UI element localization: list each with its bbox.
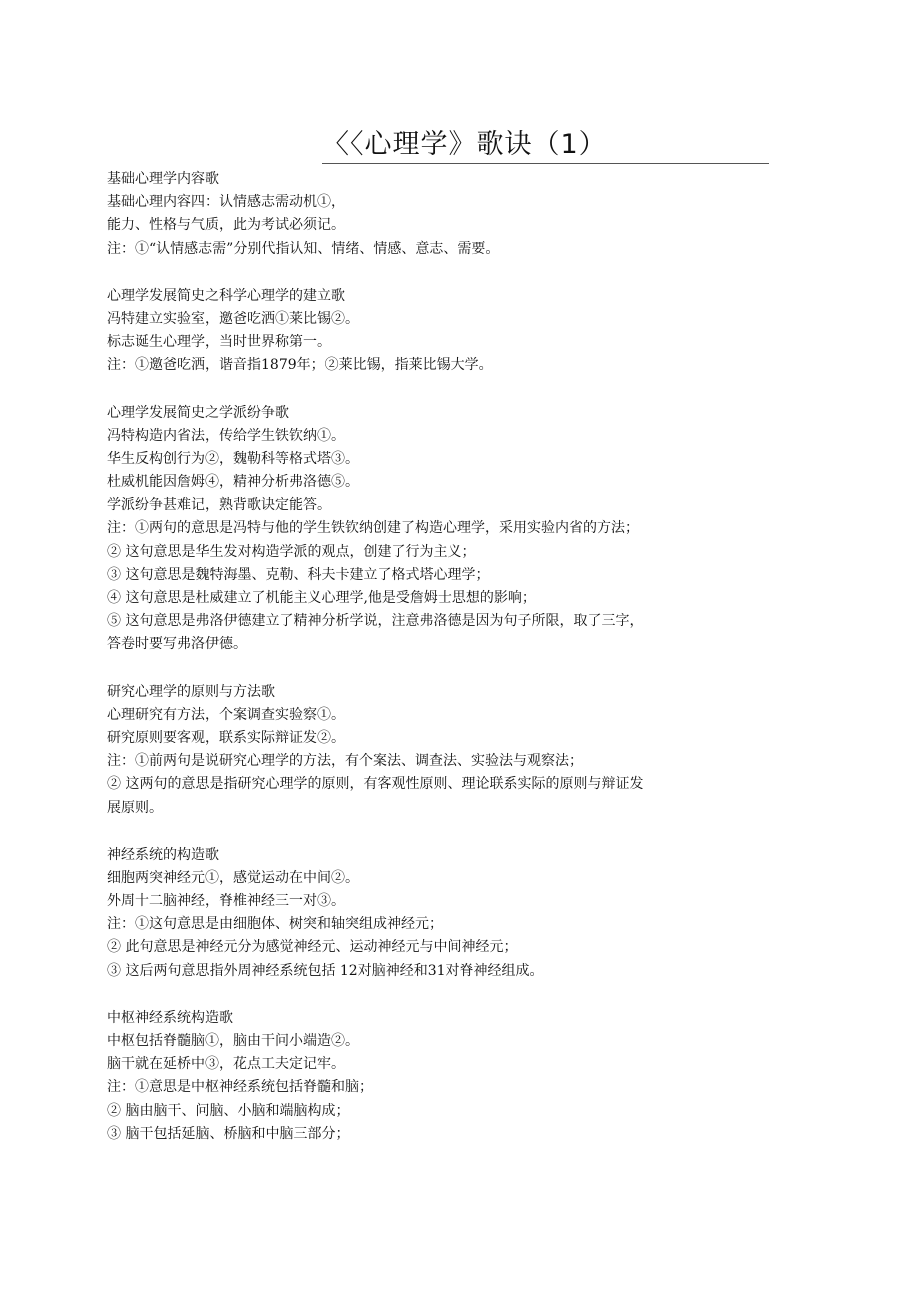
section-text-line: 注：①两句的意思是冯特与他的学生铁钦纳创建了构造心理学，采用实验内省的方法； bbox=[107, 520, 639, 537]
section-text-line: ② 这两句的意思是指研究心理学的原则，有客观性原则、理论联系实际的原则与辩证发 bbox=[107, 776, 644, 793]
section-heading: 中枢神经系统构造歌 bbox=[107, 1009, 233, 1026]
section-text-line: 基础心理内容四：认情感志需动机①， bbox=[107, 194, 345, 211]
section-text-line: 能力、性格与气质，此为考试必须记。 bbox=[107, 217, 345, 234]
document-title: 〈〈心理学》歌诀（1） bbox=[322, 129, 607, 160]
section-4 bbox=[107, 681, 767, 820]
section-text-line: 学派纷争甚难记，熟背歌诀定能答。 bbox=[107, 497, 331, 514]
section-text-line: 外周十二脑神经，脊椎神经三一对③。 bbox=[107, 893, 345, 910]
section-text-line: ⑤ 这句意思是弗洛伊德建立了精神分析学说，注意弗洛德是因为句子所限，取了三字， bbox=[107, 613, 644, 630]
section-text-line: ④ 这句意思是杜威建立了机能主义心理学,他是受詹姆士思想的影响； bbox=[107, 590, 536, 606]
section-text-line: 细胞两突神经元①，感觉运动在中间②。 bbox=[107, 869, 359, 886]
section-text-line: 注：①意思是中枢神经系统包括脊髓和脑； bbox=[107, 1079, 373, 1096]
section-text-line: 华生反构创行为②，魏勒科等格式塔③。 bbox=[107, 450, 359, 467]
section-text-line: 注：①前两句是说研究心理学的方法，有个案法、调查法、实验法与观察法； bbox=[107, 753, 583, 770]
section-text-line: 杜威机能因詹姆④，精神分析弗洛德⑤。 bbox=[107, 474, 359, 491]
document-body bbox=[107, 168, 767, 1170]
section-text-line: ③ 这句意思是魏特海墨、克勒、科夫卡建立了格式塔心理学； bbox=[107, 566, 490, 583]
section-2 bbox=[107, 285, 767, 378]
section-text-line: 答卷时要写弗洛伊德。 bbox=[107, 636, 247, 653]
section-text-line: ② 此句意思是神经元分为感觉神经元、运动神经元与中间神经元； bbox=[107, 939, 518, 956]
section-text-line: 冯特建立实验室，邀爸吃洒①莱比锡②。 bbox=[107, 310, 359, 327]
section-text-line: 注：①邀爸吃洒，谐音指1879年；②莱比锡，指莱比锡大学。 bbox=[107, 357, 493, 374]
section-text-line: 心理研究有方法，个案调查实验察①。 bbox=[107, 706, 345, 723]
section-6 bbox=[107, 1007, 767, 1146]
section-text-line: 展原则。 bbox=[107, 799, 163, 816]
section-heading: 心理学发展简史之学派纷争歌 bbox=[107, 404, 289, 421]
section-3 bbox=[107, 402, 767, 657]
section-text-line: ③ 脑干包括延脑、桥脑和中脑三部分； bbox=[107, 1125, 350, 1142]
section-heading: 心理学发展简史之科学心理学的建立歌 bbox=[107, 287, 345, 304]
section-text-line: 中枢包括脊髓脑①，脑由干问小端造②。 bbox=[107, 1033, 359, 1049]
section-heading: 基础心理学内容歌 bbox=[107, 171, 219, 187]
section-5 bbox=[107, 844, 767, 983]
section-text-line: ② 脑由脑干、问脑、小脑和端脑构成； bbox=[107, 1102, 350, 1119]
section-text-line: 脑干就在延桥中③，花点工夫定记牢。 bbox=[107, 1056, 345, 1073]
section-text-line: 标志诞生心理学，当时世界称第一。 bbox=[107, 334, 331, 351]
section-text-line: ③ 这后两句意思指外周神经系统包括 12对脑神经和31对脊神经组成。 bbox=[107, 962, 544, 979]
section-text-line: ② 这句意思是华生发对构造学派的观点，创建了行为主义； bbox=[107, 543, 476, 560]
section-heading: 神经系统的构造歌 bbox=[107, 846, 219, 863]
section-text-line: 注：①“认情感志需”分别代指认知、情绪、情感、意志、需要。 bbox=[107, 240, 500, 257]
section-text-line: 冯特构造内省法，传给学生铁钦纳①。 bbox=[107, 427, 345, 444]
section-text-line: 注：①这句意思是由细胞体、树突和轴突组成神经元； bbox=[107, 916, 443, 933]
section-heading: 研究心理学的原则与方法歌 bbox=[107, 683, 275, 700]
title-underline bbox=[322, 163, 769, 164]
section-1 bbox=[107, 168, 767, 261]
section-text-line: 研究原则要客观，联系实际辩证发②。 bbox=[107, 729, 345, 746]
